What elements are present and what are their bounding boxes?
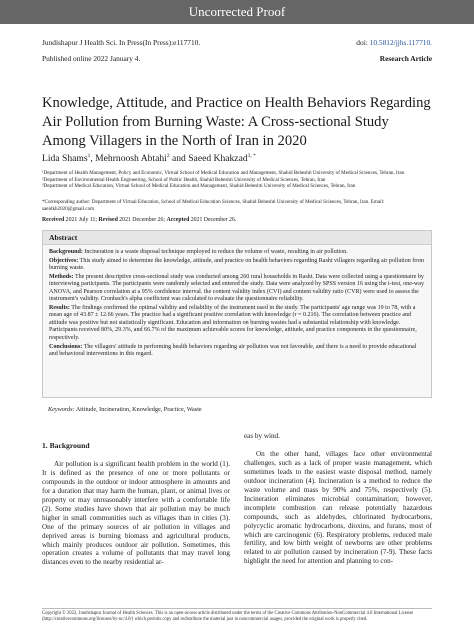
article-title: Knowledge, Attitude, and Practice on Health Behaviors Regarding Air Pollution from Burning Waste: A Cross-sectional Study Among Villagers in the North of Iran in 2020 bbox=[42, 95, 431, 149]
body-column-right bbox=[244, 432, 432, 566]
published-date: Published online 2022 January 4. bbox=[42, 54, 141, 63]
abstract-body bbox=[43, 245, 431, 359]
abstract-text: This study aimed to determine the knowledge, attitude, and practice on health behaviors regarding Rasht villagers regarding air pollution from burning waste. bbox=[49, 257, 425, 272]
body-paragraph-continued: eas by wind. bbox=[244, 432, 280, 440]
keywords bbox=[48, 406, 428, 413]
abstract-box bbox=[42, 230, 432, 398]
keywords-text: Attitude, Incineration, Knowledge, Practice, Waste bbox=[75, 406, 202, 413]
author-affiliation-mark: 3, * bbox=[247, 153, 256, 159]
abstract-conclusions bbox=[49, 344, 425, 359]
section-heading: 1. Background bbox=[42, 441, 90, 450]
affiliation: ²Department of Environmental Health Engineering, School of Public Health, Shahid Beheshti University of Medical Sciences, Tehran, Iran bbox=[42, 176, 326, 183]
affiliation: ¹Department of Health Management, Policy and Economic, Virtual School of Medical Education and Management, Shahid Beheshti University of Medical Sciences, Tehran, Iran bbox=[42, 170, 405, 176]
author-list bbox=[42, 153, 432, 164]
abstract-results bbox=[49, 305, 425, 343]
abstract-label: Methods: bbox=[49, 273, 74, 280]
received-label: Received bbox=[42, 217, 65, 223]
author-separator: , bbox=[90, 153, 96, 165]
abstract-label: Conclusions: bbox=[49, 343, 83, 350]
author-name: Mehrnoosh Abtahi bbox=[95, 153, 167, 165]
keywords-label: Keywords: bbox=[48, 406, 75, 413]
abstract-text: The present descriptive cross-sectional study was conducted among 260 rural households in Rasht. Data were collected using a questionnaire by interviewing participants. The participants were randomly selected and entered the study. Data were analyzed by SPSS version 16 using the t-test, one-way ANOVA, and Pearson correlation at a 95% confidence interval. the content validity index (CVI) and content validity ratio (CVR) were used to assess the instrument's validity. Cronbach's alpha coefficient was calculated to evaluate the questionnaire reliability. bbox=[49, 273, 424, 303]
author-affiliation-mark: 1 bbox=[87, 153, 91, 159]
author-affiliation-mark: 2 bbox=[166, 153, 170, 159]
author-name: Lida Shams bbox=[42, 153, 88, 165]
received-date: 2021 July 11; bbox=[65, 217, 98, 223]
revised-label: Revised bbox=[98, 217, 118, 223]
article-dates bbox=[42, 217, 432, 223]
body-paragraph: On the other hand, villages face other environmental challenges, such as a lack of proper waste management, which sometimes leads to the easiest waste disposal method, namely outdoor incineration (4). Incineration is a method to reduce the waste volume and mass by 90% and 75%, respectively (5). Incineration eliminates microbial contamination; however, incomplete combustion can release potentially hazardous compounds, such as aldehydes, chlorinated hydrocarbons, polycyclic aromatic hydrocarbons, dioxins, and furans, most of which are carcinogenic (6). Respiratory problems, reduced male fertility, and low birth weight of newborns are other problems related to air pollution caused by incineration (7-9). These facts highlight the need for attention and planning to con- bbox=[244, 449, 432, 566]
corresponding-author: *Corresponding author: Department of Virtual Education, School of Medical Education Sciences, Shahid Beheshti University of Medical Sciences, Tehran, Iran. Email: saeidkh2020@gmail.com bbox=[42, 199, 385, 212]
body-column-left bbox=[42, 442, 230, 567]
journal-citation-line bbox=[42, 38, 432, 47]
abstract-label: Objectives: bbox=[49, 257, 79, 264]
doi bbox=[356, 38, 432, 47]
author-name: Saeed Khakzad bbox=[188, 153, 248, 165]
abstract-text: The findings confirmed the optimal validity and reliability of the instrument used in the study. The participants' age range was 19 to 78, with a mean age of 43.87 ± 12.66 years. The practice had a significant positive correlation with knowledge (r = 0.216). The correlation between practice and attitude was positive but not statistically significant. Education and information on burning wastes had a substantial relationship with knowledge. Participants received 80%, 29.3%, and 66.7% of the maximum achievable scores for knowledge, attitude, and practice components in the questionnaire, respectively. bbox=[49, 304, 417, 342]
uncorrected-proof-banner: Uncorrected Proof bbox=[0, 0, 474, 24]
abstract-text: The villagers' attitude in performing health behaviors regarding air pollution was not favorable, and there is a need to provide educational and behavioral interventions in this regard. bbox=[49, 343, 417, 358]
publication-line bbox=[42, 54, 432, 63]
doi-link[interactable]: 10.5812/jjhs.117710. bbox=[369, 38, 432, 47]
article-type: Research Article bbox=[379, 54, 432, 63]
abstract-background bbox=[49, 249, 425, 257]
affiliation: ³Department of Medical Education, Virtual School of Medical Education and Management, Shahid Beheshti University of Medical Sciences, Tehran, Iran bbox=[42, 183, 356, 190]
body-paragraph: Air pollution is a significant health problem in the world (1). It is defined as the presence of one or more pollutants or compounds in the outdoor or indoor atmosphere in amounts and for a duration that may harm the human, plant, or animal lives or property or may unreasonably interfere with a comfortable life (2). Some studies have shown that air pollution may be much higher in small communities such as villages than in cities (3). One of the primary sources of air pollution in villages and deprived areas is burning biomass and agricultural products, which mainly produces outdoor air pollution. Sometimes, this operation creates a volume of pollutants that may travel long distances even to the nearby residential ar- bbox=[42, 459, 230, 567]
abstract-label: Background: bbox=[49, 249, 83, 255]
abstract-label: Results: bbox=[49, 304, 70, 311]
abstract-objectives bbox=[49, 258, 425, 273]
doi-prefix: doi: bbox=[356, 38, 370, 47]
abstract-text: Incineration is a waste disposal technique employed to reduce the volume of waste, resulting in air pollution. bbox=[84, 249, 348, 255]
journal-citation: Jundishapur J Health Sci. In Press(In Press):e117710. bbox=[42, 38, 201, 47]
abstract-heading: Abstract bbox=[43, 231, 431, 245]
revised-date: 2021 December 26; bbox=[119, 217, 165, 223]
affiliations bbox=[42, 170, 432, 190]
accepted-date: 2021 December 26. bbox=[190, 217, 237, 223]
copyright-footer: Copyright © 2022, Jundishapur Journal of Health Sciences. This is an open-access article distributed under the terms of the Creative Commons Attribution-NonCommercial 4.0 International License (http://creativecommons.org/licenses/by-nc/4.0/) which permits copy and redistribute the material just in noncommercial usages, provided the original work is properly cited. bbox=[42, 608, 432, 623]
abstract-methods bbox=[49, 274, 425, 304]
author-separator: and bbox=[169, 153, 189, 165]
accepted-label: Accepted bbox=[166, 217, 190, 223]
